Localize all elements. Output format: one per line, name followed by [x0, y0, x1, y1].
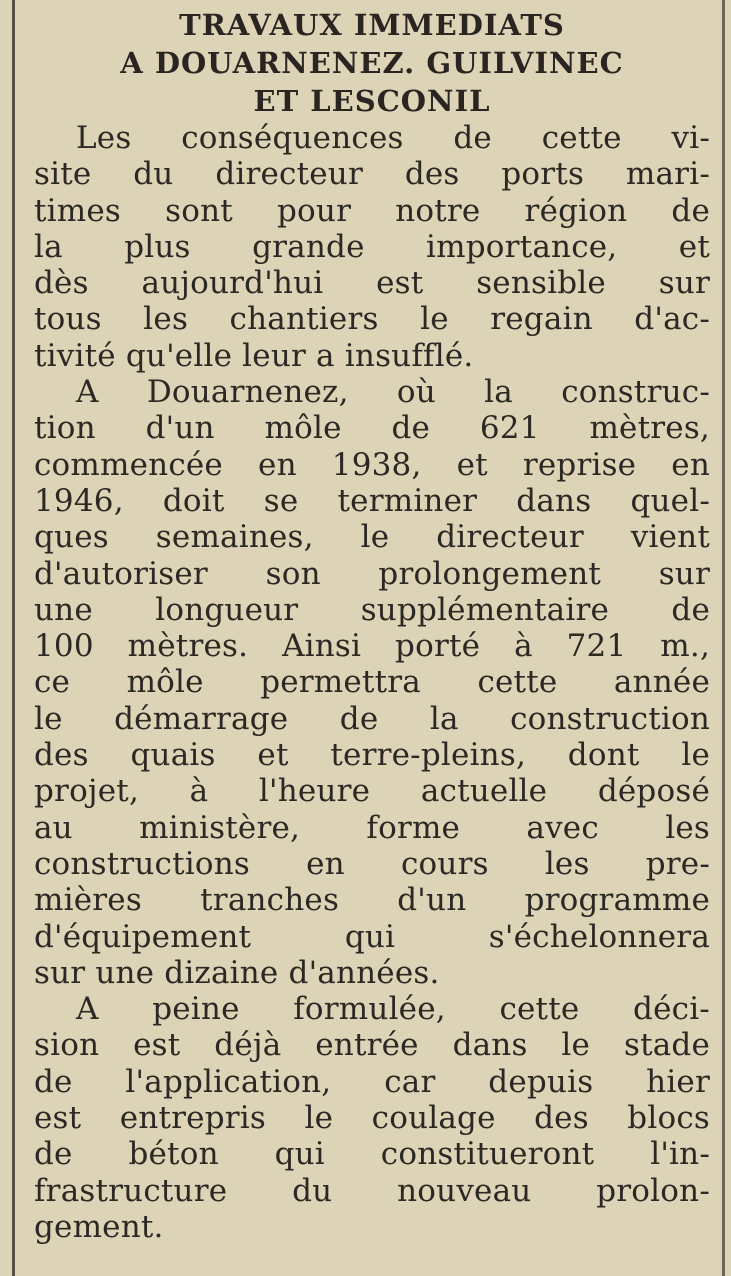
article — [34, 6, 710, 1245]
text-line: la plus grande importance, et — [34, 228, 710, 265]
headline-line: A DOUARNENEZ. GUILVINEC — [120, 46, 624, 80]
text-line: sion est déjà entrée dans le stade — [34, 1027, 710, 1064]
headline-line: TRAVAUX IMMEDIATS — [179, 8, 565, 42]
text-line: ques semaines, le directeur vient — [34, 519, 710, 556]
headline — [34, 6, 710, 120]
text-line: commencée en 1938, et reprise en — [34, 446, 710, 483]
text-line: de béton qui constitueront l'in- — [34, 1136, 710, 1173]
text-line: tion d'un môle de 621 mètres, — [34, 410, 710, 447]
headline-line: ET LESCONIL — [253, 84, 491, 118]
text-line: A Douarnenez, où la construc- — [76, 374, 710, 411]
text-line: site du directeur des ports mari- — [34, 156, 710, 193]
paragraph-1 — [34, 120, 710, 374]
text-line: times sont pour notre région de — [34, 192, 710, 229]
text-line: d'autoriser son prolongement sur — [34, 555, 710, 592]
text-line: des quais et terre-pleins, dont le — [34, 737, 710, 774]
text-line: constructions en cours les pre- — [34, 845, 710, 882]
text-line: une longueur supplémentaire de — [34, 591, 710, 628]
text-line: est entrepris le coulage des blocs — [34, 1100, 710, 1137]
text-line: dès aujourd'hui est sensible sur — [34, 265, 710, 302]
column-rule-right — [722, 0, 725, 1276]
text-line: projet, à l'heure actuelle déposé — [34, 773, 710, 810]
text-line: tivité qu'elle leur a insufflé. — [34, 337, 474, 374]
text-line: gement. — [34, 1208, 164, 1245]
text-line: 100 mètres. Ainsi porté à 721 m., — [34, 628, 710, 665]
text-line: sur une dizaine d'années. — [34, 954, 440, 991]
text-line: frastructure du nouveau prolon- — [34, 1172, 710, 1209]
text-line: 1946, doit se terminer dans quel- — [34, 482, 710, 519]
text-line: au ministère, forme avec les — [34, 809, 710, 846]
text-line: A peine formulée, cette déci- — [76, 991, 710, 1028]
column-rule-left — [12, 0, 15, 1276]
text-line: tous les chantiers le regain d'ac- — [34, 301, 710, 338]
article-body — [34, 120, 710, 1245]
paragraph-2 — [34, 374, 710, 991]
text-line: le démarrage de la construction — [34, 700, 710, 737]
text-line: de l'application, car depuis hier — [34, 1063, 710, 1100]
text-line: d'équipement qui s'échelonnera — [34, 918, 710, 955]
text-line: mières tranches d'un programme — [34, 882, 710, 919]
text-line: Les conséquences de cette vi- — [76, 120, 710, 156]
text-line: ce môle permettra cette année — [34, 664, 710, 701]
paragraph-3 — [34, 991, 710, 1245]
